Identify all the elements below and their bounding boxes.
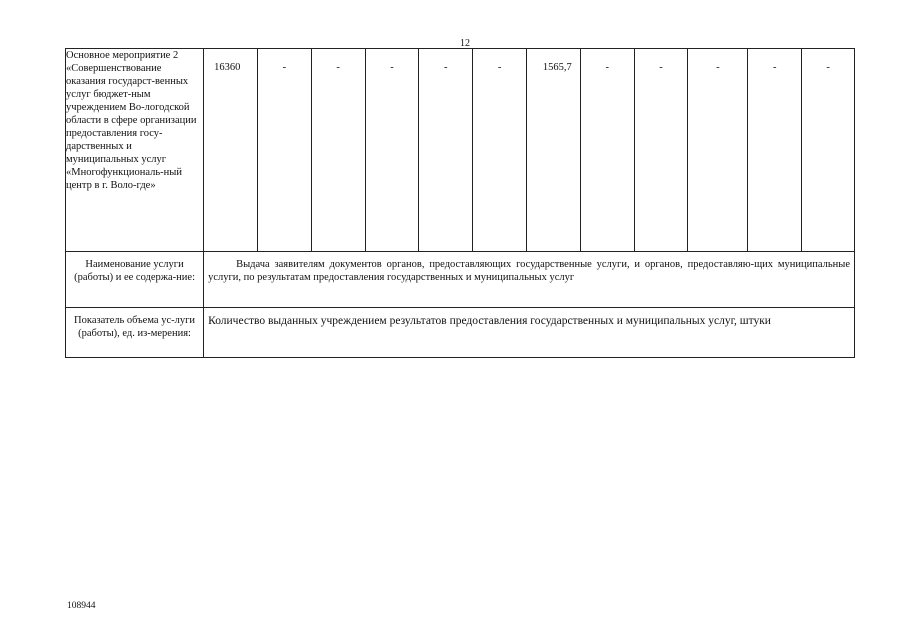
volume-value: Количество выданных учреждением результатов предоставления государственных и муниципальных услуг, штуки: [204, 308, 855, 358]
value-cell-8: -: [580, 49, 634, 252]
value-cell-12: -: [802, 49, 855, 252]
value-cell-5: -: [419, 49, 473, 252]
main-event-row: [66, 49, 855, 252]
service-name-label: Наименование услуги (работы) и ее содержа-ние:: [66, 252, 204, 308]
service-name-row: [66, 252, 855, 308]
volume-row: [66, 308, 855, 358]
document-code: 108944: [67, 601, 96, 611]
page-number: 12: [460, 38, 470, 49]
value-cell-2: -: [257, 49, 311, 252]
value-cell-10: -: [688, 49, 748, 252]
value-cell-7: 1565,7: [526, 49, 580, 252]
value-cell-11: -: [748, 49, 802, 252]
main-event-label: Основное мероприятие 2 «Совершенствование оказания государст-венных услуг бюджет-ным учреждением Во-логодской области в сфере организации предоставления госу-дарственных и муниципальных услуг «Многофункциональ-ный центр в г. Воло-где»: [66, 49, 204, 252]
value-cell-6: -: [473, 49, 527, 252]
value-cell-1: 16360: [204, 49, 258, 252]
value-cell-3: -: [311, 49, 365, 252]
value-cell-4: -: [365, 49, 419, 252]
value-cell-9: -: [634, 49, 688, 252]
service-name-value: Выдача заявителям документов органов, предоставляющих государственные услуги, и органов, предоставляю-щих муниципальные услуги, по результатам предоставления государственных и муниципальных услуг: [204, 252, 855, 308]
volume-label: Показатель объема ус-луги (работы), ед. из-мерения:: [66, 308, 204, 358]
program-table: [65, 48, 855, 358]
